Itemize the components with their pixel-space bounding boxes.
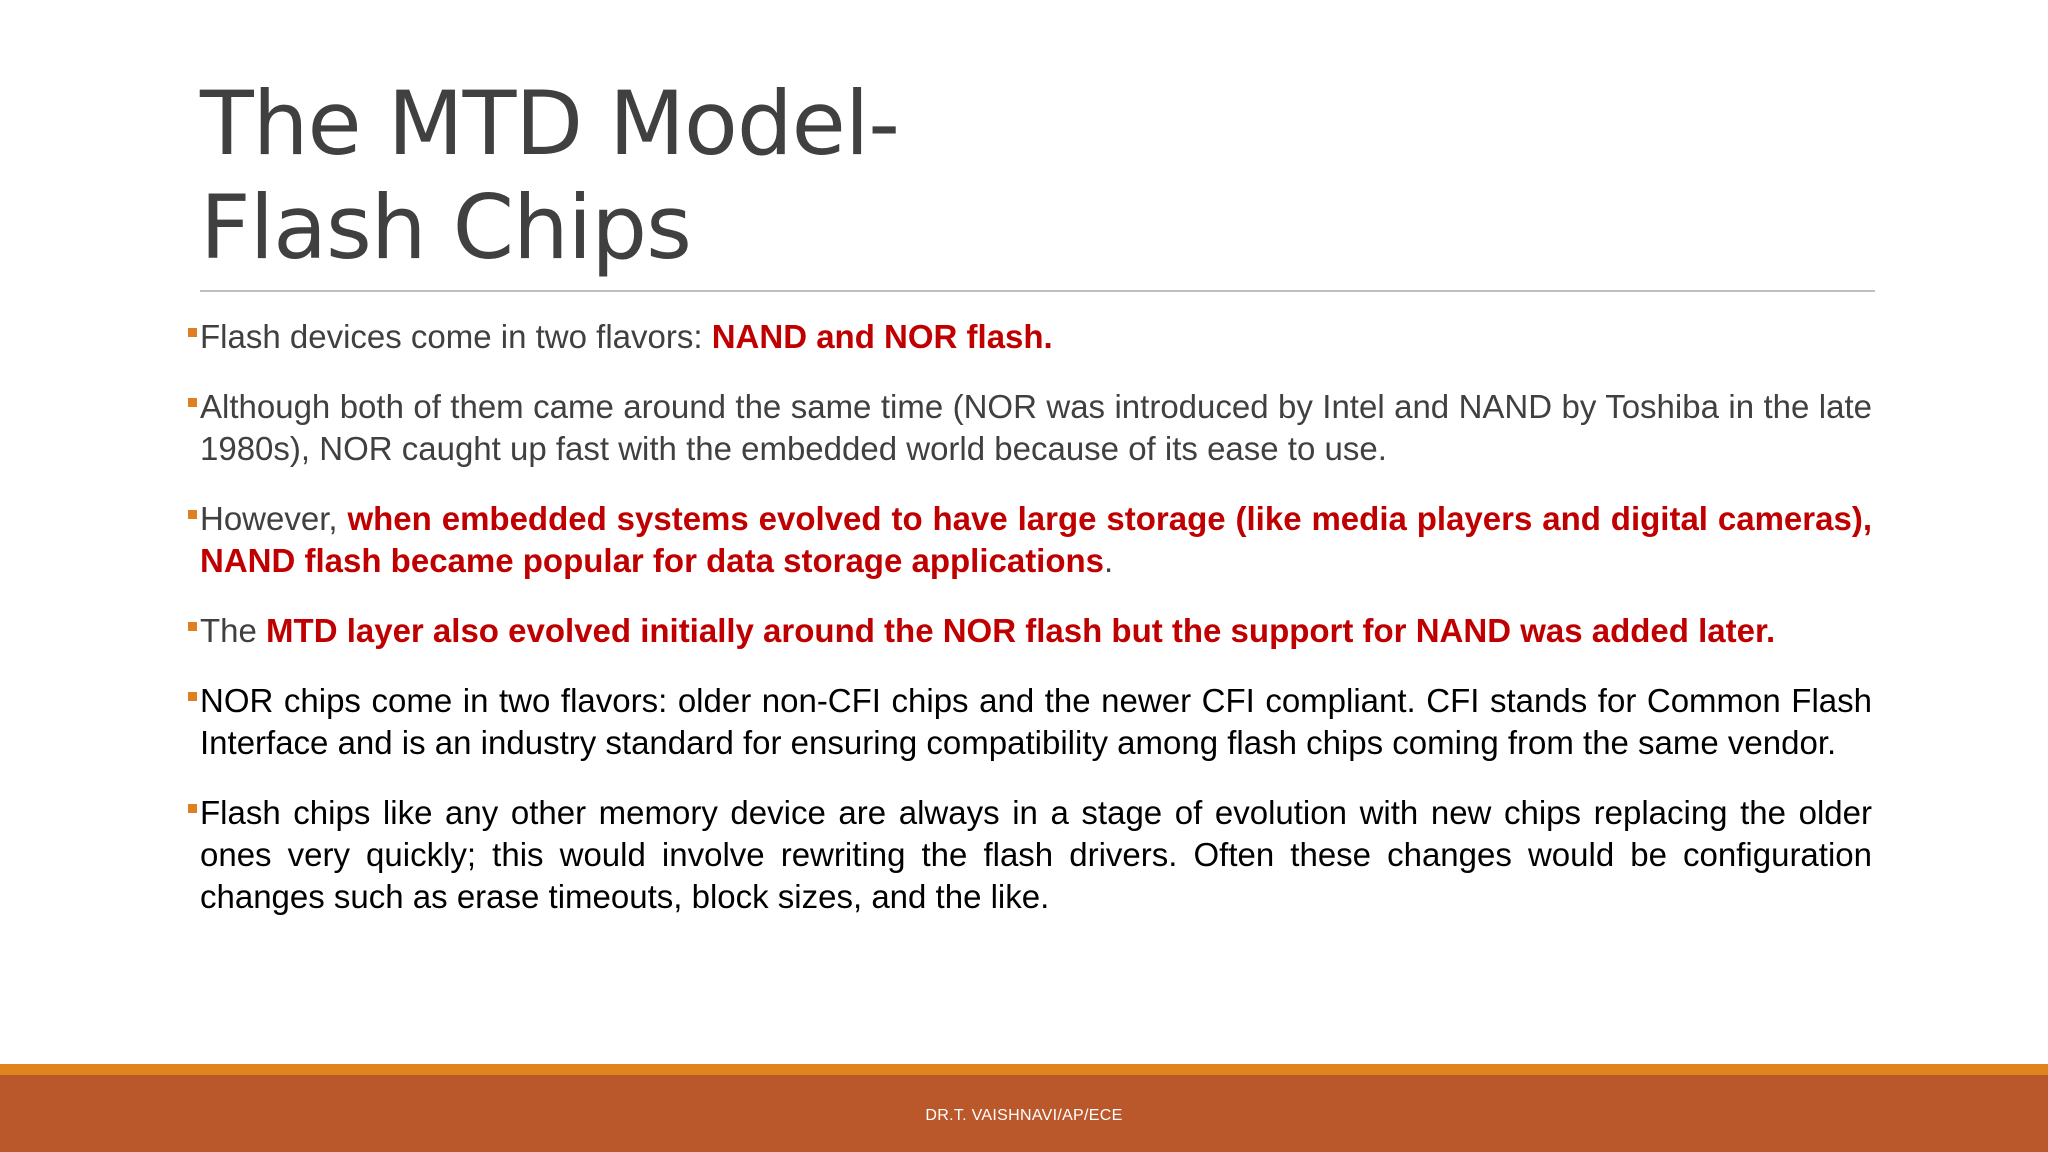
slide-title (200, 72, 1600, 280)
bullet-item (184, 792, 1872, 918)
bullet-item (184, 386, 1872, 470)
bullet-item (184, 610, 1872, 652)
bullet-text: The (200, 612, 267, 649)
title-divider (200, 290, 1875, 292)
bullet-marker-icon (188, 510, 197, 519)
footer-text: DR.T. VAISHNAVI/AP/ECE (925, 1107, 1123, 1124)
bullet-text: NOR chips come in two flavors: older non-CFI chips and the newer CFI compliant. CFI stands for Common Flash Interface and is an industry standard for ensuring compatibility among flash chips coming from the same vendor. (200, 682, 1872, 761)
bullet-marker-icon (188, 622, 197, 631)
bullet-marker-icon (188, 804, 197, 813)
emphasis-text: when embedded systems evolved to have large storage (like media players and digital cameras), NAND flash became popular for data storage applications (200, 500, 1872, 579)
bullet-text: Flash chips like any other memory device are always in a stage of evolution with new chips replacing the older ones very quickly; this would involve rewriting the flash drivers. Often these changes would be configuration changes such as erase timeouts, block sizes, and the like. (200, 794, 1872, 915)
emphasis-text: NAND and NOR flash. (711, 318, 1053, 355)
bullet-text: . (1104, 542, 1114, 579)
bullet-text: However, (200, 500, 348, 537)
bullet-list (184, 316, 1872, 946)
title-line-1: The MTD Model- (200, 72, 900, 175)
emphasis-text: MTD layer also evolved initially around the NOR flash but the support for NAND was added later. (266, 612, 1776, 649)
bullet-marker-icon (188, 398, 197, 407)
bullet-item (184, 680, 1872, 764)
title-line-2: Flash Chips (200, 176, 691, 279)
bullet-text: Flash devices come in two flavors: (200, 318, 712, 355)
bullet-marker-icon (188, 328, 197, 337)
bullet-item (184, 316, 1872, 358)
bullet-marker-icon (188, 692, 197, 701)
bullet-item (184, 498, 1872, 582)
footer-accent-stripe (0, 1064, 2048, 1075)
bullet-text: Although both of them came around the same time (NOR was introduced by Intel and NAND by Toshiba in the late 1980s), NOR caught up fast with the embedded world because of its ease to use. (200, 388, 1872, 467)
